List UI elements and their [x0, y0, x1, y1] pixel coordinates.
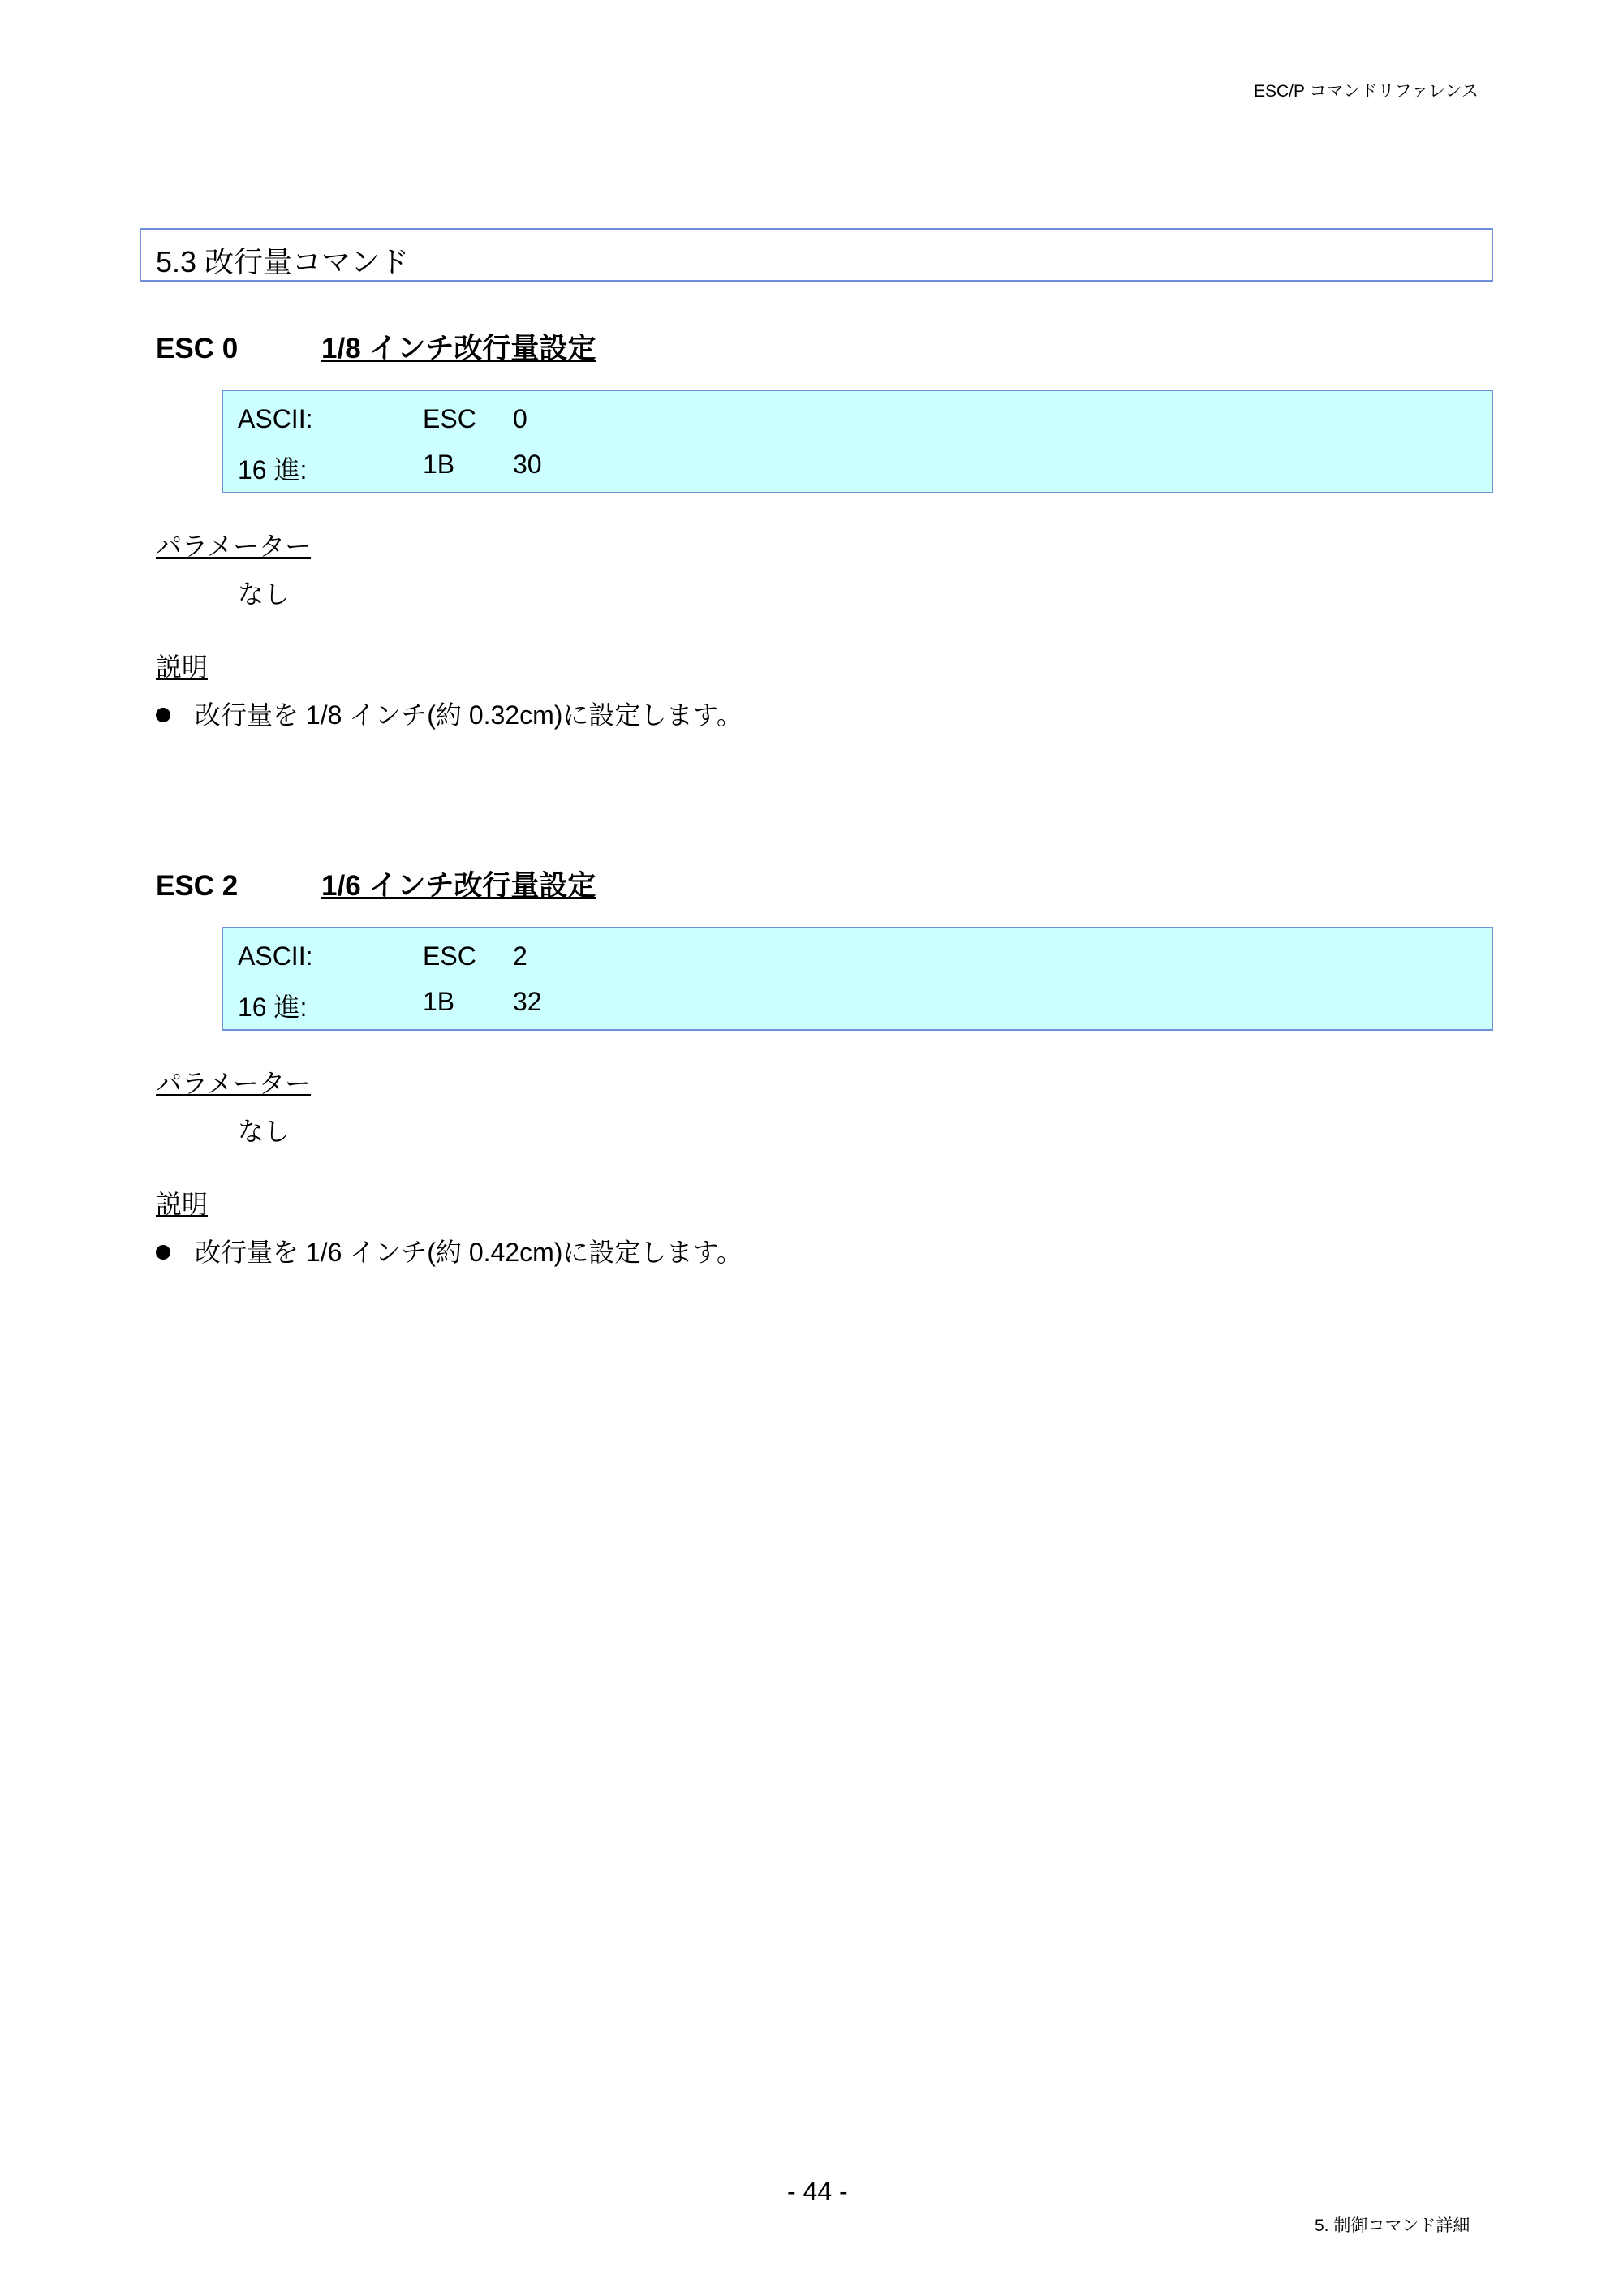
command-heading-esc0 [156, 326, 596, 367]
ascii-code-2: 0 [513, 404, 527, 433]
command-title: 1/8 インチ改行量設定 [321, 333, 596, 364]
ascii-code-2: 2 [513, 941, 527, 971]
parameter-heading: パラメーター [156, 532, 312, 561]
code-box-esc2 [222, 927, 1493, 1031]
hex-code-1: 1B [423, 987, 455, 1016]
parameter-heading: パラメーター [156, 1069, 312, 1098]
description-text: 改行量を 1/8 インチ(約 0.32cm)に設定します。 [195, 700, 743, 730]
hex-label: 16 進: [238, 455, 308, 485]
section-title: 5.3 改行量コマンド [156, 245, 410, 278]
section-title-box [140, 228, 1493, 282]
ascii-code-1: ESC [423, 941, 476, 971]
command-heading-esc2 [156, 864, 596, 904]
running-header: ESC/P コマンドリファレンス [1254, 82, 1479, 101]
hex-code-2: 30 [513, 450, 542, 479]
command-code: ESC 2 [156, 870, 239, 902]
command-code: ESC 0 [156, 333, 239, 364]
hex-code-1: 1B [423, 450, 455, 479]
parameter-value: なし [238, 1117, 291, 1146]
description-item [156, 695, 743, 732]
bullet-icon [156, 708, 170, 722]
description-text: 改行量を 1/6 インチ(約 0.42cm)に設定します。 [195, 1238, 743, 1267]
parameter-value: なし [238, 579, 291, 609]
hex-label: 16 進: [238, 993, 308, 1022]
ascii-label: ASCII: [238, 941, 313, 971]
ascii-label: ASCII: [238, 404, 313, 433]
description-heading: 説明 [156, 1190, 209, 1219]
hex-code-2: 32 [513, 987, 542, 1016]
ascii-code-1: ESC [423, 404, 476, 433]
description-heading: 説明 [156, 653, 209, 682]
footer-chapter: 5. 制御コマンド詳細 [1315, 2216, 1470, 2235]
command-title: 1/6 インチ改行量設定 [321, 870, 596, 902]
bullet-icon [156, 1245, 170, 1260]
code-box-esc0 [222, 390, 1493, 493]
page-number: - 44 - [787, 2177, 848, 2206]
description-item [156, 1232, 743, 1269]
